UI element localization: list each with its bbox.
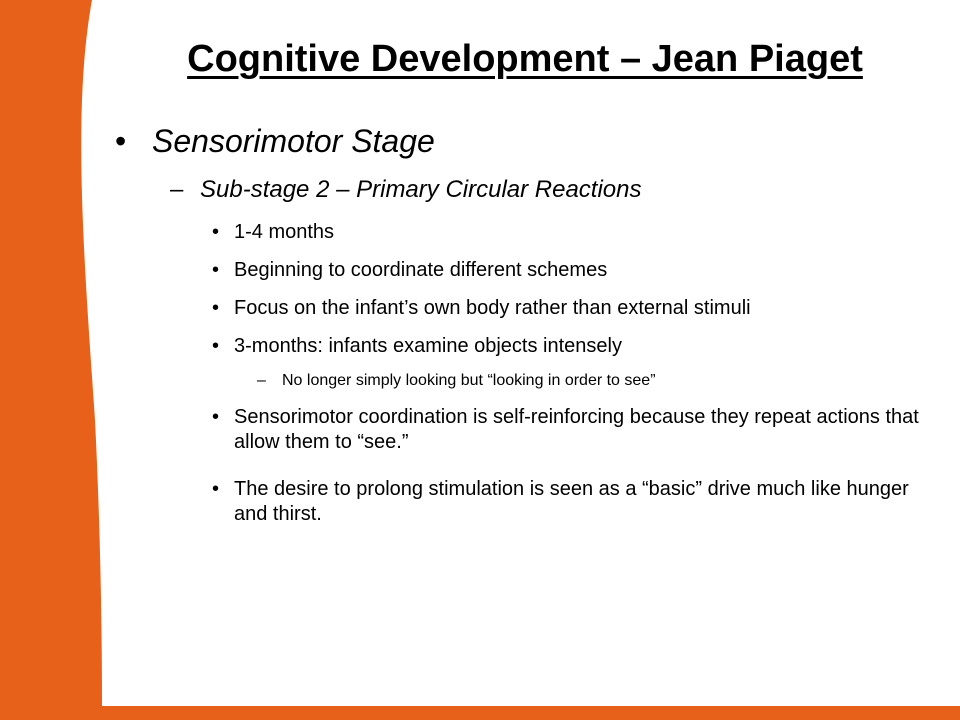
level2-text: Sub-stage 2 – Primary Circular Reactions — [200, 176, 642, 203]
level3-item — [212, 296, 934, 321]
bullet-dot: • — [212, 221, 220, 243]
level3-item — [212, 477, 934, 527]
bullet-dot: • — [212, 259, 220, 281]
level4-text: No longer simply looking but “looking in order to see” — [282, 372, 656, 389]
bullet-dot: • — [212, 478, 220, 500]
bullet-dot: • — [212, 297, 220, 319]
level4-item — [257, 372, 656, 390]
level3-item — [212, 220, 934, 245]
level3-text: 1-4 months — [234, 221, 335, 243]
level3-text: Beginning to coordinate different schemes — [234, 259, 608, 281]
level1-item — [115, 123, 435, 160]
level3-item — [212, 334, 934, 359]
bullet-dash: – — [170, 176, 184, 203]
slide-title: Cognitive Development – Jean Piaget — [187, 38, 863, 80]
bullet-dot: • — [115, 123, 127, 159]
level2-item — [170, 176, 642, 204]
level1-text: Sensorimotor Stage — [152, 123, 435, 159]
level3-text: Sensorimotor coordination is self-reinforcing because they repeat actions that allow them to “see.” — [234, 406, 919, 453]
level3-text: 3-months: infants examine objects intensely — [234, 335, 622, 357]
bullet-dot: • — [212, 406, 220, 428]
level3-item — [212, 258, 934, 283]
bullet-dash: – — [257, 372, 266, 389]
bullet-dot: • — [212, 335, 220, 357]
level3-item — [212, 405, 934, 455]
level3-text: The desire to prolong stimulation is seen as a “basic” drive much like hunger and thirst. — [234, 478, 909, 525]
level3-text: Focus on the infant’s own body rather than external stimuli — [234, 297, 751, 319]
